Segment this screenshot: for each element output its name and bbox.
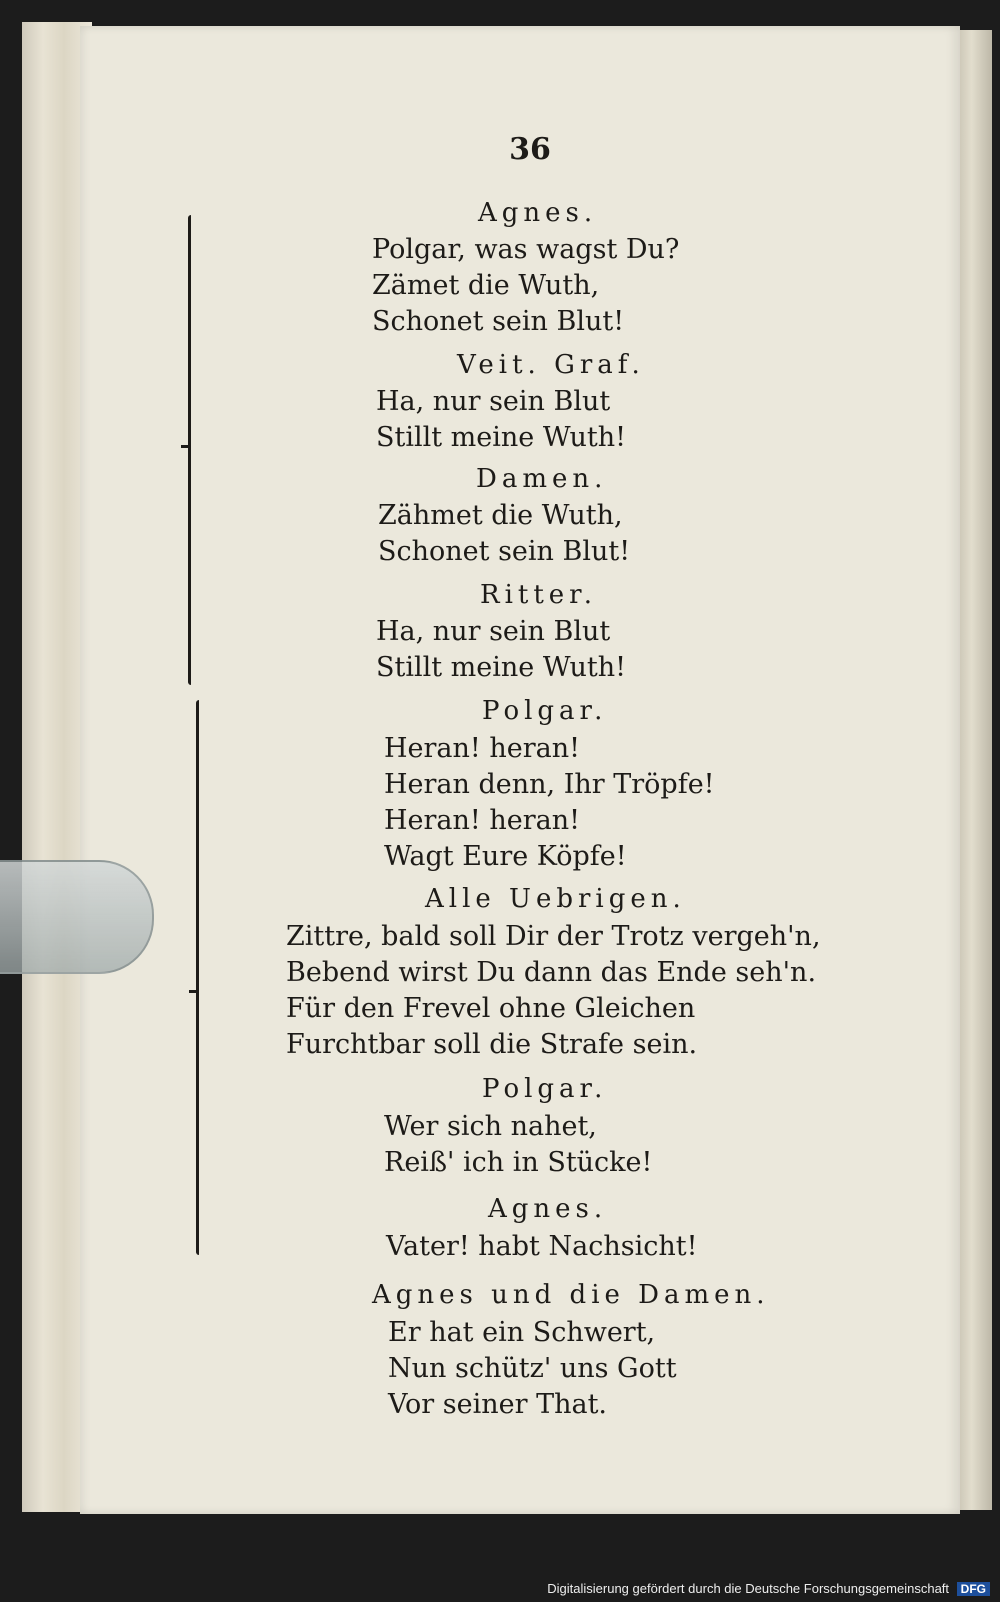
verse-line: Schonet sein Blut! <box>378 536 631 567</box>
page-clip <box>0 860 154 974</box>
speaker-label: Alle Uebrigen. <box>425 884 686 914</box>
verse-line: Er hat ein Schwert, <box>388 1317 656 1348</box>
verse-line: Bebend wirst Du dann das Ende seh'n. <box>286 957 817 988</box>
verse-line: Stillt meine Wuth! <box>376 652 626 683</box>
verse-line: Zähmet die Wuth, <box>378 500 623 531</box>
brace-left-upper <box>188 215 191 685</box>
speaker-label: Agnes. <box>478 198 598 228</box>
speaker-label: Agnes und die Damen. <box>372 1280 770 1310</box>
verse-line: Zämet die Wuth, <box>372 270 600 301</box>
verse-line: Heran! heran! <box>384 733 580 764</box>
verse-line: Vater! habt Nachsicht! <box>386 1231 698 1262</box>
book-edge-right <box>958 30 992 1510</box>
verse-line: Für den Frevel ohne Gleichen <box>286 993 696 1024</box>
verse-line: Zittre, bald soll Dir der Trotz vergeh'n, <box>286 921 821 952</box>
dfg-logo: DFG <box>957 1582 990 1596</box>
verse-line: Reiß' ich in Stücke! <box>384 1147 653 1178</box>
speaker-label: Polgar. <box>482 696 608 726</box>
credit-text: Digitalisierung gefördert durch die Deutsche Forschungsgemeinschaft <box>547 1581 950 1596</box>
verse-line: Furchtbar soll die Strafe sein. <box>286 1029 698 1060</box>
speaker-label: Agnes. <box>488 1194 608 1224</box>
speaker-label: Veit. Graf. <box>457 350 645 380</box>
speaker-label: Polgar. <box>482 1074 608 1104</box>
speaker-label: Damen. <box>476 464 608 494</box>
verse-line: Heran! heran! <box>384 805 580 836</box>
brace-left-lower <box>196 700 199 1255</box>
page-number: 36 <box>509 132 551 167</box>
verse-line: Ha, nur sein Blut <box>376 616 611 647</box>
verse-line: Ha, nur sein Blut <box>376 386 611 417</box>
verse-line: Polgar, was wagst Du? <box>372 234 680 265</box>
verse-line: Nun schütz' uns Gott <box>388 1353 677 1384</box>
verse-line: Heran denn, Ihr Tröpfe! <box>384 769 715 800</box>
speaker-label: Ritter. <box>480 580 598 610</box>
verse-line: Stillt meine Wuth! <box>376 422 626 453</box>
verse-line: Schonet sein Blut! <box>372 306 625 337</box>
digitization-credit <box>0 1581 990 1596</box>
verse-line: Wer sich nahet, <box>384 1111 597 1142</box>
verse-line: Wagt Eure Köpfe! <box>384 841 627 872</box>
verse-line: Vor seiner That. <box>388 1389 608 1420</box>
